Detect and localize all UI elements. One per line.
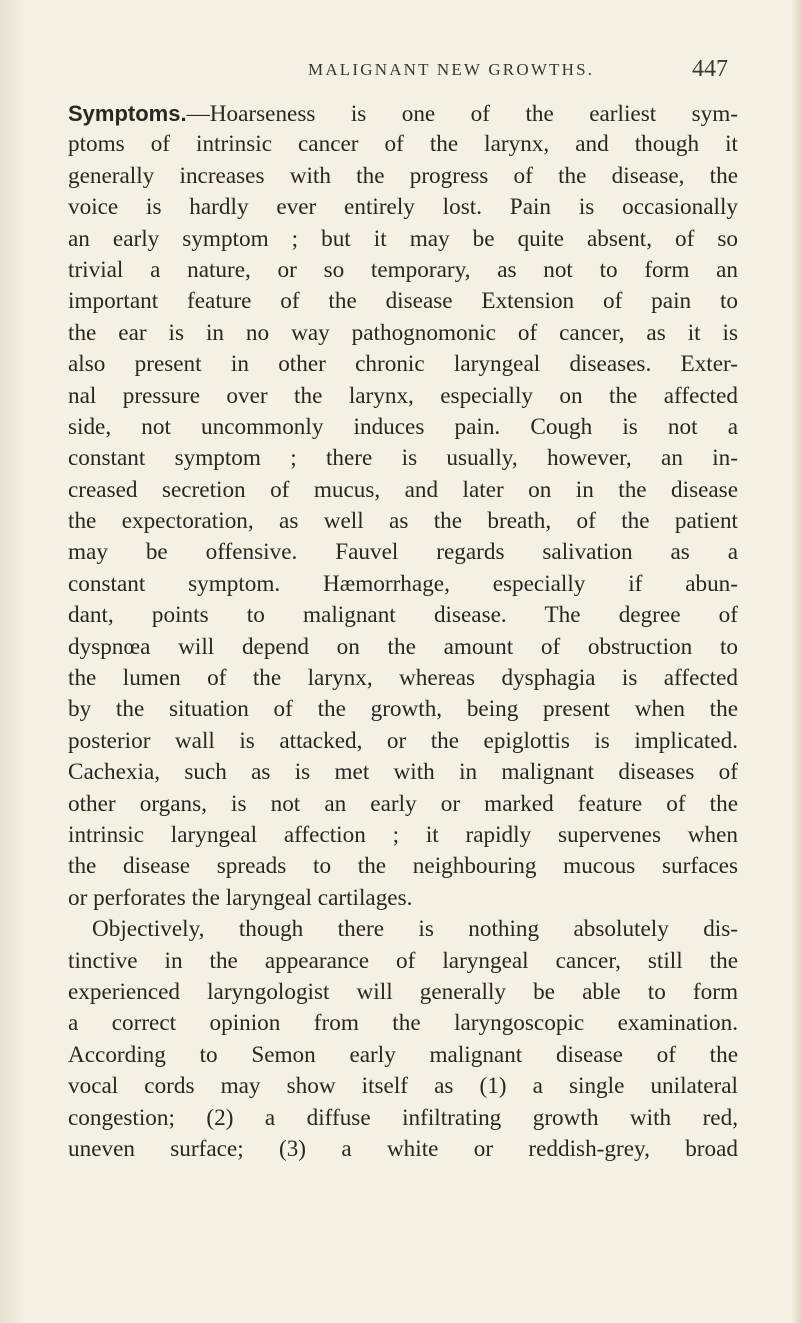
- text-line: the lumen of the larynx, whereas dysphagia is affected: [68, 665, 738, 692]
- text-line: uneven surface; (3) a white or reddish-grey, broad: [68, 1135, 738, 1162]
- text-line: voice is hardly ever entirely lost. Pain is occasionally: [68, 194, 738, 221]
- page-edge-left: [0, 0, 22, 1323]
- text-line: posterior wall is attacked, or the epiglottis is implicated.: [68, 727, 738, 754]
- text-line: ptoms of intrinsic cancer of the larynx, and though it: [68, 131, 738, 158]
- text-line-content: —Hoarseness is one of the earliest sym-: [186, 101, 738, 127]
- text-line: an early symptom ; but it may be quite absent, of so: [68, 225, 738, 252]
- section-heading: Symptoms.: [68, 101, 187, 126]
- text-line: intrinsic laryngeal affection ; it rapidly supervenes when: [68, 821, 738, 848]
- text-line: a correct opinion from the laryngoscopic examination.: [68, 1010, 738, 1037]
- text-line: According to Semon early malignant disease of the: [68, 1041, 738, 1068]
- text-line: [68, 98, 738, 129]
- text-line: tinctive in the appearance of laryngeal cancer, still the: [68, 947, 738, 974]
- text-line: nal pressure over the larynx, especially on the affected: [68, 382, 738, 409]
- text-line: constant symptom ; there is usually, however, an in-: [68, 445, 738, 472]
- running-title: MALIGNANT NEW GROWTHS.: [308, 60, 595, 79]
- text-line: the expectoration, as well as the breath, of the patient: [68, 508, 738, 535]
- text-line: may be offensive. Fauvel regards salivation as a: [68, 539, 738, 566]
- text-line: vocal cords may show itself as (1) a single unilateral: [68, 1073, 738, 1100]
- text-line: constant symptom. Hæmorrhage, especially if abun-: [68, 570, 738, 597]
- text-line: or perforates the laryngeal cartilages.: [68, 884, 413, 911]
- text-line: also present in other chronic laryngeal diseases. Exter-: [68, 351, 738, 378]
- text-line: experienced laryngologist will generally be able to form: [68, 978, 738, 1005]
- text-line: creased secretion of mucus, and later on in the disease: [68, 476, 738, 503]
- text-line: generally increases with the progress of the disease, the: [68, 162, 738, 189]
- text-line: congestion; (2) a diffuse infiltrating growth with red,: [68, 1104, 738, 1131]
- text-line: dant, points to malignant disease. The degree of: [68, 602, 738, 629]
- text-line: other organs, is not an early or marked feature of the: [68, 790, 738, 817]
- text-line: the ear is in no way pathognomonic of cancer, as it is: [68, 319, 738, 346]
- text-line: Objectively, though there is nothing absolutely dis-: [92, 916, 738, 943]
- page-number: 447: [692, 56, 728, 82]
- text-line: important feature of the disease Extension of pain to: [68, 288, 738, 315]
- running-header: [308, 56, 728, 82]
- page-body: [68, 98, 738, 1165]
- text-line: dyspnœa will depend on the amount of obstruction to: [68, 633, 738, 660]
- text-line: Cachexia, such as is met with in malignant diseases of: [68, 759, 738, 786]
- page-edge-right: [791, 0, 801, 1323]
- text-line: the disease spreads to the neighbouring mucous surfaces: [68, 853, 738, 880]
- text-line: by the situation of the growth, being present when the: [68, 696, 738, 723]
- text-line: side, not uncommonly induces pain. Cough is not a: [68, 413, 738, 440]
- text-line: trivial a nature, or so temporary, as not to form an: [68, 256, 738, 283]
